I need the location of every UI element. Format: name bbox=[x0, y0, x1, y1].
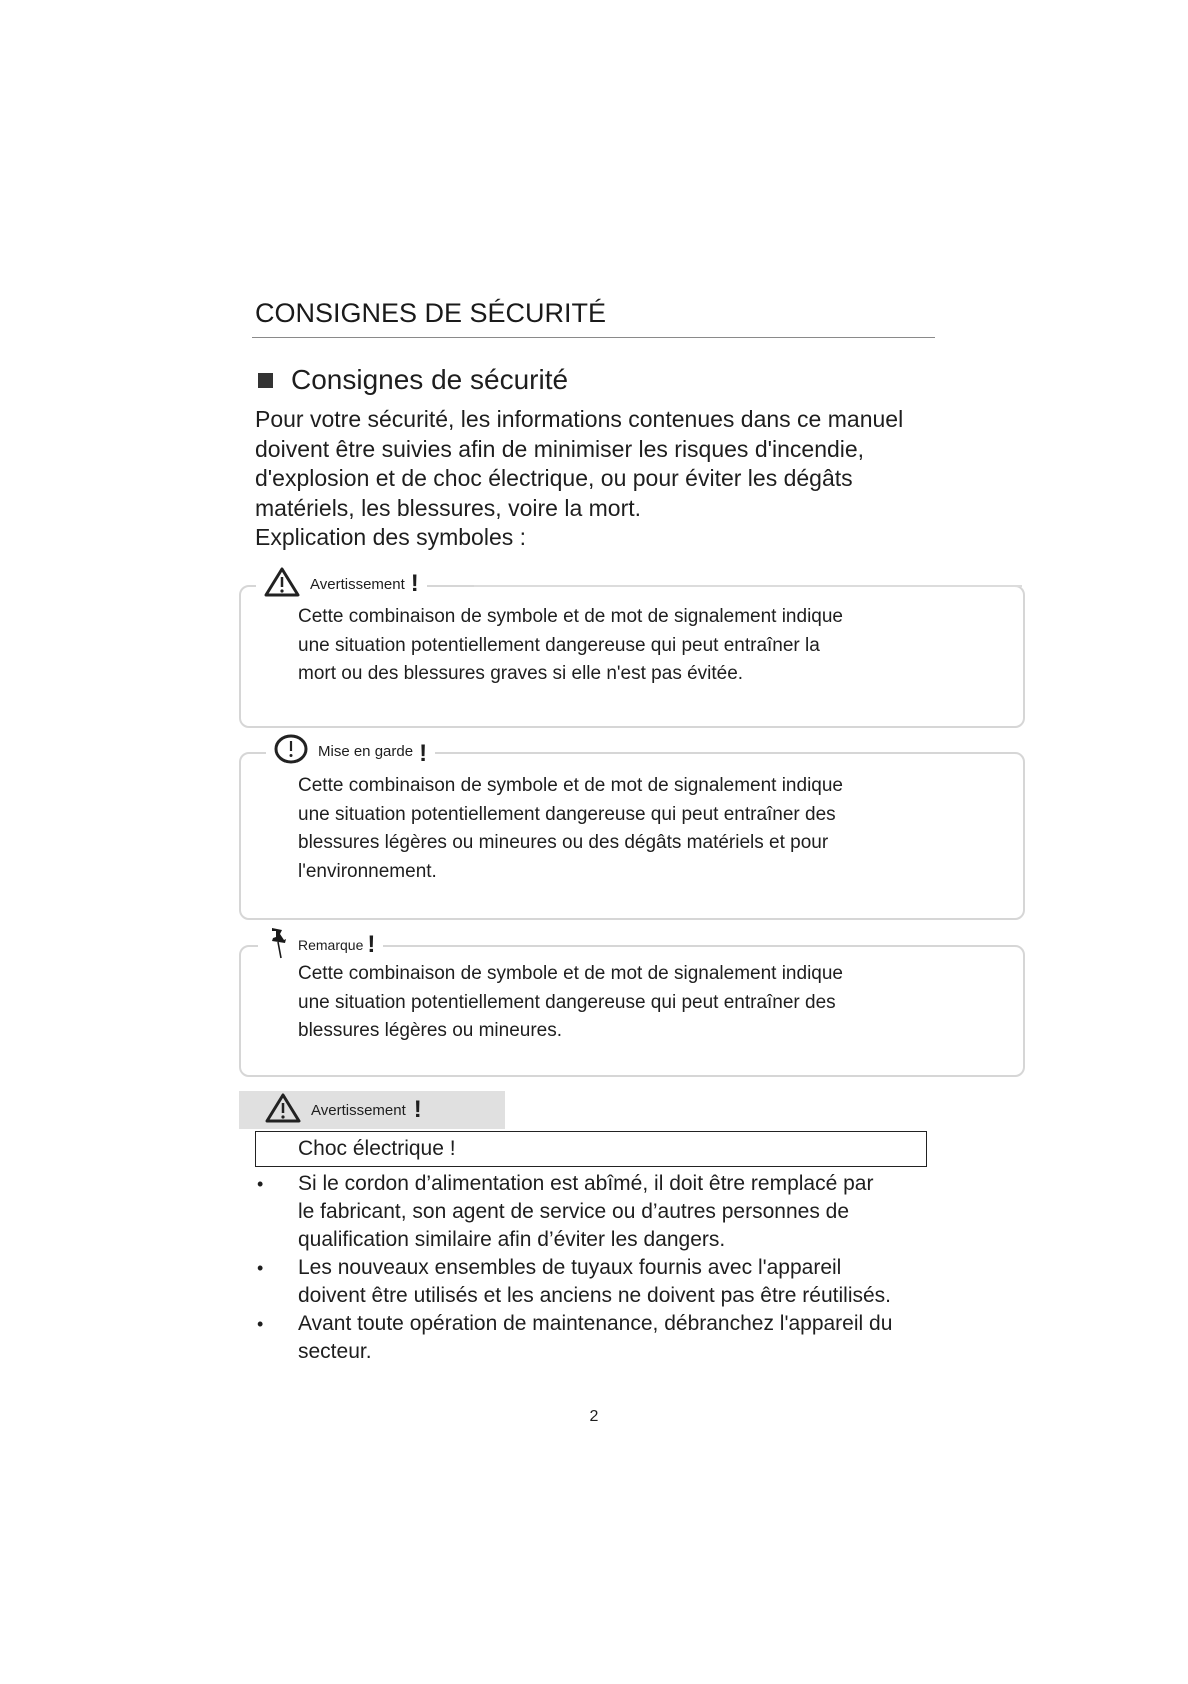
list-item bbox=[255, 1254, 955, 1310]
page-title: CONSIGNES DE SÉCURITÉ bbox=[255, 298, 607, 328]
exclamation-mark: ! bbox=[419, 740, 428, 767]
description-line: Cette combinaison de symbole et de mot de signalement indique bbox=[298, 963, 843, 984]
bullet-line: Les nouveaux ensembles de tuyaux fournis avec l'appareil bbox=[298, 1256, 842, 1279]
description-line: une situation potentiellement dangereuse qui peut entraîner des bbox=[298, 991, 836, 1013]
warning-label: Avertissement bbox=[311, 1101, 406, 1119]
symbol-label: Avertissement bbox=[310, 575, 405, 593]
bullet-line: Avant toute opération de maintenance, débranchez l'appareil du bbox=[298, 1312, 893, 1335]
symbol-description bbox=[298, 603, 938, 689]
description-line: Cette combinaison de symbole et de mot de signalement indique bbox=[298, 606, 843, 627]
pushpin-icon bbox=[266, 926, 292, 965]
description-line: mort ou des blessures graves si elle n'est pas évitée. bbox=[298, 663, 744, 684]
symbol-legend-note bbox=[258, 928, 383, 962]
description-line: l'environnement. bbox=[298, 860, 437, 882]
exclamation-mark: ! bbox=[367, 931, 376, 958]
warning-tab bbox=[239, 1091, 505, 1129]
electric-shock-heading: Choc électrique ! bbox=[255, 1131, 927, 1167]
symbol-label: Remarque bbox=[298, 937, 364, 953]
symbol-legend-warning bbox=[256, 567, 427, 601]
symbol-label: Mise en garde bbox=[318, 742, 414, 760]
bullet-icon: • bbox=[257, 1258, 264, 1278]
warning-bullet-list bbox=[255, 1170, 955, 1366]
description-line: Cette combinaison de symbole et de mot de signalement indique bbox=[298, 775, 843, 796]
section-heading-text: Consignes de sécurité bbox=[291, 364, 569, 395]
bullet-line: Si le cordon d’alimentation est abîmé, il doit être remplacé par bbox=[298, 1172, 874, 1195]
caution-circle-icon bbox=[274, 733, 308, 770]
bullet-line: qualification similaire afin d’éviter les dangers. bbox=[298, 1228, 726, 1251]
bullet-icon: • bbox=[257, 1174, 264, 1194]
warning-triangle-icon bbox=[265, 1093, 301, 1128]
intro-line: d'explosion et de choc électrique, ou pour éviter les dégâts bbox=[255, 465, 853, 491]
section-heading bbox=[258, 364, 568, 396]
bullet-line: le fabricant, son agent de service ou d’autres personnes de bbox=[298, 1200, 850, 1223]
page-number: 2 bbox=[589, 1408, 599, 1425]
bullet-line: secteur. bbox=[298, 1340, 372, 1363]
exclamation-mark: ! bbox=[413, 1096, 422, 1123]
description-line: blessures légères ou mineures. bbox=[298, 1020, 563, 1041]
exclamation-mark: ! bbox=[410, 570, 419, 597]
list-item bbox=[255, 1310, 955, 1366]
square-bullet-icon bbox=[258, 373, 273, 388]
symbol-legend-caution bbox=[266, 733, 435, 769]
symbols-explanation-label: Explication des symboles : bbox=[255, 524, 527, 550]
description-line: une situation potentiellement dangereuse qui peut entraîner des bbox=[298, 803, 836, 825]
list-item bbox=[255, 1170, 955, 1254]
bullet-line: doivent être utilisés et les anciens ne doivent pas être réutilisés. bbox=[298, 1284, 891, 1307]
symbol-description bbox=[298, 960, 938, 1046]
warning-triangle-icon bbox=[264, 567, 300, 602]
box-top-line bbox=[474, 585, 1022, 587]
description-line: une situation potentiellement dangereuse qui peut entraîner la bbox=[298, 634, 820, 656]
bullet-icon: • bbox=[257, 1314, 264, 1334]
intro-paragraph bbox=[255, 405, 955, 553]
intro-line: Pour votre sécurité, les informations contenues dans ce manuel bbox=[255, 406, 904, 432]
symbol-description bbox=[298, 772, 938, 886]
title-divider bbox=[252, 337, 935, 338]
intro-line: doivent être suivies afin de minimiser les risques d'incendie, bbox=[255, 435, 865, 462]
description-line: blessures légères ou mineures ou des dégâts matériels et pour bbox=[298, 832, 829, 853]
intro-line: matériels, les blessures, voire la mort. bbox=[255, 494, 642, 521]
